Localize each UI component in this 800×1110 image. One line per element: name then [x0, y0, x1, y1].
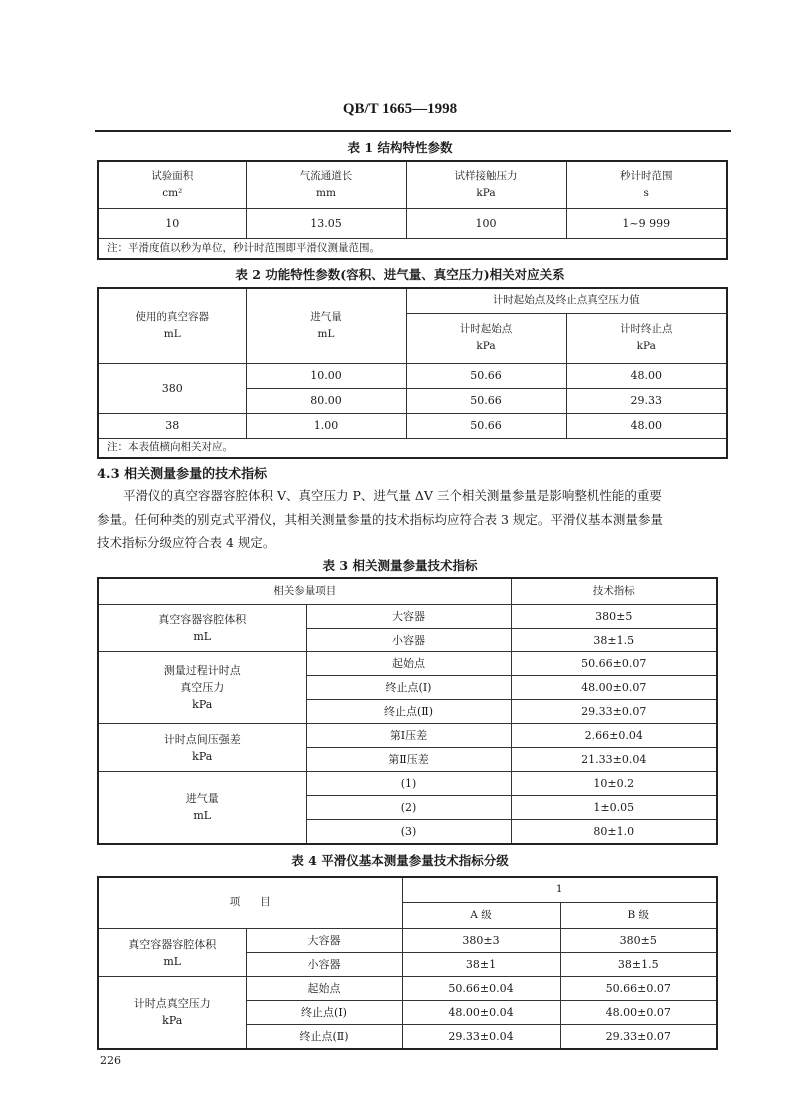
- paragraph-line: 技术指标分级应符合表 4 规定。: [97, 535, 276, 550]
- table1-header: 试样接触压力 kPa: [406, 161, 566, 208]
- table-row: [98, 772, 717, 796]
- table-cell: 10: [98, 208, 246, 238]
- table1-header: 试验面积 cm²: [98, 161, 246, 208]
- table4-grade-b: B 级: [560, 903, 717, 929]
- table-cell: 38±1.5: [560, 953, 717, 977]
- table-cell: 大容器: [306, 605, 511, 629]
- table-row: [98, 208, 727, 238]
- table-row: [98, 652, 717, 676]
- row-group-label: 真空容器容腔体积 mL: [98, 605, 306, 652]
- table-cell: 48.00±0.07: [511, 676, 717, 700]
- paragraph-line: 参量。任何种类的别克式平滑仪，其相关测量参量的技术指标均应符合表 3 规定。平滑仪基本测量参量: [97, 511, 663, 527]
- table-cell: 380±5: [511, 605, 717, 629]
- table-cell: 2.66±0.04: [511, 724, 717, 748]
- table-cell: 1.00: [246, 413, 406, 438]
- table3-header-item: 相关参量项目: [98, 578, 511, 605]
- table-cell: 48.00: [566, 363, 727, 388]
- table2-header: 计时起始点 kPa: [406, 313, 566, 363]
- table-cell: 1±0.05: [511, 796, 717, 820]
- table-cell: 13.05: [246, 208, 406, 238]
- table4-header-item: 项 目: [98, 877, 402, 929]
- table-row: [98, 605, 717, 629]
- table2: [97, 287, 728, 459]
- table3-caption: 表 3 相关测量参量技术指标: [322, 557, 478, 573]
- table4-caption: 表 4 平滑仪基本测量参量技术指标分级: [291, 852, 509, 868]
- table-cell: (3): [306, 820, 511, 844]
- table-cell: 29.33: [566, 388, 727, 413]
- table-cell: 100: [406, 208, 566, 238]
- table2-note: 注：本表值横向相关对应。: [98, 438, 727, 458]
- table-cell: 29.33±0.04: [402, 1025, 560, 1049]
- table-cell: 380: [98, 363, 246, 413]
- table3-header-spec: 技术指标: [511, 578, 717, 605]
- table4: [97, 876, 718, 1050]
- table-cell: 起始点: [246, 977, 402, 1001]
- table-cell: 380±5: [560, 929, 717, 953]
- row-group-label: 计时点真空压力 kPa: [98, 977, 246, 1049]
- table-cell: 29.33±0.07: [511, 700, 717, 724]
- table-cell: 大容器: [246, 929, 402, 953]
- table-cell: 48.00: [566, 413, 727, 438]
- table1-header: 气流通道长 mm: [246, 161, 406, 208]
- table-cell: 第Ⅱ压差: [306, 748, 511, 772]
- table-cell: 48.00±0.04: [402, 1001, 560, 1025]
- table-cell: 10±0.2: [511, 772, 717, 796]
- table-cell: 小容器: [246, 953, 402, 977]
- standard-number-header: QB/T 1665—1998: [342, 101, 458, 117]
- table-cell: (2): [306, 796, 511, 820]
- table2-header: 使用的真空容器 mL: [98, 288, 246, 363]
- table-cell: 50.66±0.04: [402, 977, 560, 1001]
- table-cell: 50.66±0.07: [511, 652, 717, 676]
- table-cell: 起始点: [306, 652, 511, 676]
- table-row: [98, 724, 717, 748]
- table1-note: 注：平滑度值以秒为单位，秒计时范围即平滑仪测量范围。: [98, 238, 727, 259]
- row-group-label: 测量过程计时点 真空压力 kPa: [98, 652, 306, 724]
- table-cell: 29.33±0.07: [560, 1025, 717, 1049]
- row-group-label: 进气量 mL: [98, 772, 306, 844]
- row-group-label: 计时点间压强差 kPa: [98, 724, 306, 772]
- table-cell: 38±1: [402, 953, 560, 977]
- section-heading: 4.3 相关测量参量的技术指标: [97, 467, 268, 482]
- table-row: [98, 929, 717, 953]
- table4-grade-a: A 级: [402, 903, 560, 929]
- table-row: [98, 363, 727, 388]
- table-cell: 50.66: [406, 413, 566, 438]
- table-row: [98, 977, 717, 1001]
- row-group-label: 真空容器容腔体积 mL: [98, 929, 246, 977]
- table3: [97, 577, 718, 845]
- paragraph-line: 平滑仪的真空容器容腔体积 V、真空压力 P、进气量 ΔV 三个相关测量参量是影响整机性能的重要: [123, 488, 662, 503]
- table-cell: 38±1.5: [511, 629, 717, 652]
- table1-header: 秒计时范围 s: [566, 161, 727, 208]
- table2-header: 计时终止点 kPa: [566, 313, 727, 363]
- table-cell: 终止点(Ⅱ): [246, 1025, 402, 1049]
- table-cell: 50.66: [406, 363, 566, 388]
- table-cell: 终止点(Ⅱ): [306, 700, 511, 724]
- table1: [97, 160, 728, 260]
- table-cell: 21.33±0.04: [511, 748, 717, 772]
- table-cell: 1~9 999: [566, 208, 727, 238]
- page-number: 226: [100, 1053, 121, 1067]
- table4-header-group: 1: [402, 877, 717, 903]
- table-cell: 80±1.0: [511, 820, 717, 844]
- table-cell: 终止点(Ⅰ): [246, 1001, 402, 1025]
- table2-caption: 表 2 功能特性参数(容积、进气量、真空压力)相关对应关系: [235, 267, 565, 282]
- table-cell: 10.00: [246, 363, 406, 388]
- table-row: [98, 413, 727, 438]
- table-cell: 80.00: [246, 388, 406, 413]
- table-cell: 小容器: [306, 629, 511, 652]
- table1-caption: 表 1 结构特性参数: [347, 140, 453, 155]
- table-cell: 38: [98, 413, 246, 438]
- table-cell: 终止点(Ⅰ): [306, 676, 511, 700]
- table-cell: 50.66: [406, 388, 566, 413]
- table-cell: (1): [306, 772, 511, 796]
- table1-header-row: [98, 161, 727, 208]
- table-cell: 第Ⅰ压差: [306, 724, 511, 748]
- table-cell: 380±3: [402, 929, 560, 953]
- table-cell: 50.66±0.07: [560, 977, 717, 1001]
- table-cell: 48.00±0.07: [560, 1001, 717, 1025]
- header-rule: [95, 130, 731, 132]
- table2-header: 进气量 mL: [246, 288, 406, 363]
- table2-group-header: 计时起始点及终止点真空压力值: [406, 288, 727, 313]
